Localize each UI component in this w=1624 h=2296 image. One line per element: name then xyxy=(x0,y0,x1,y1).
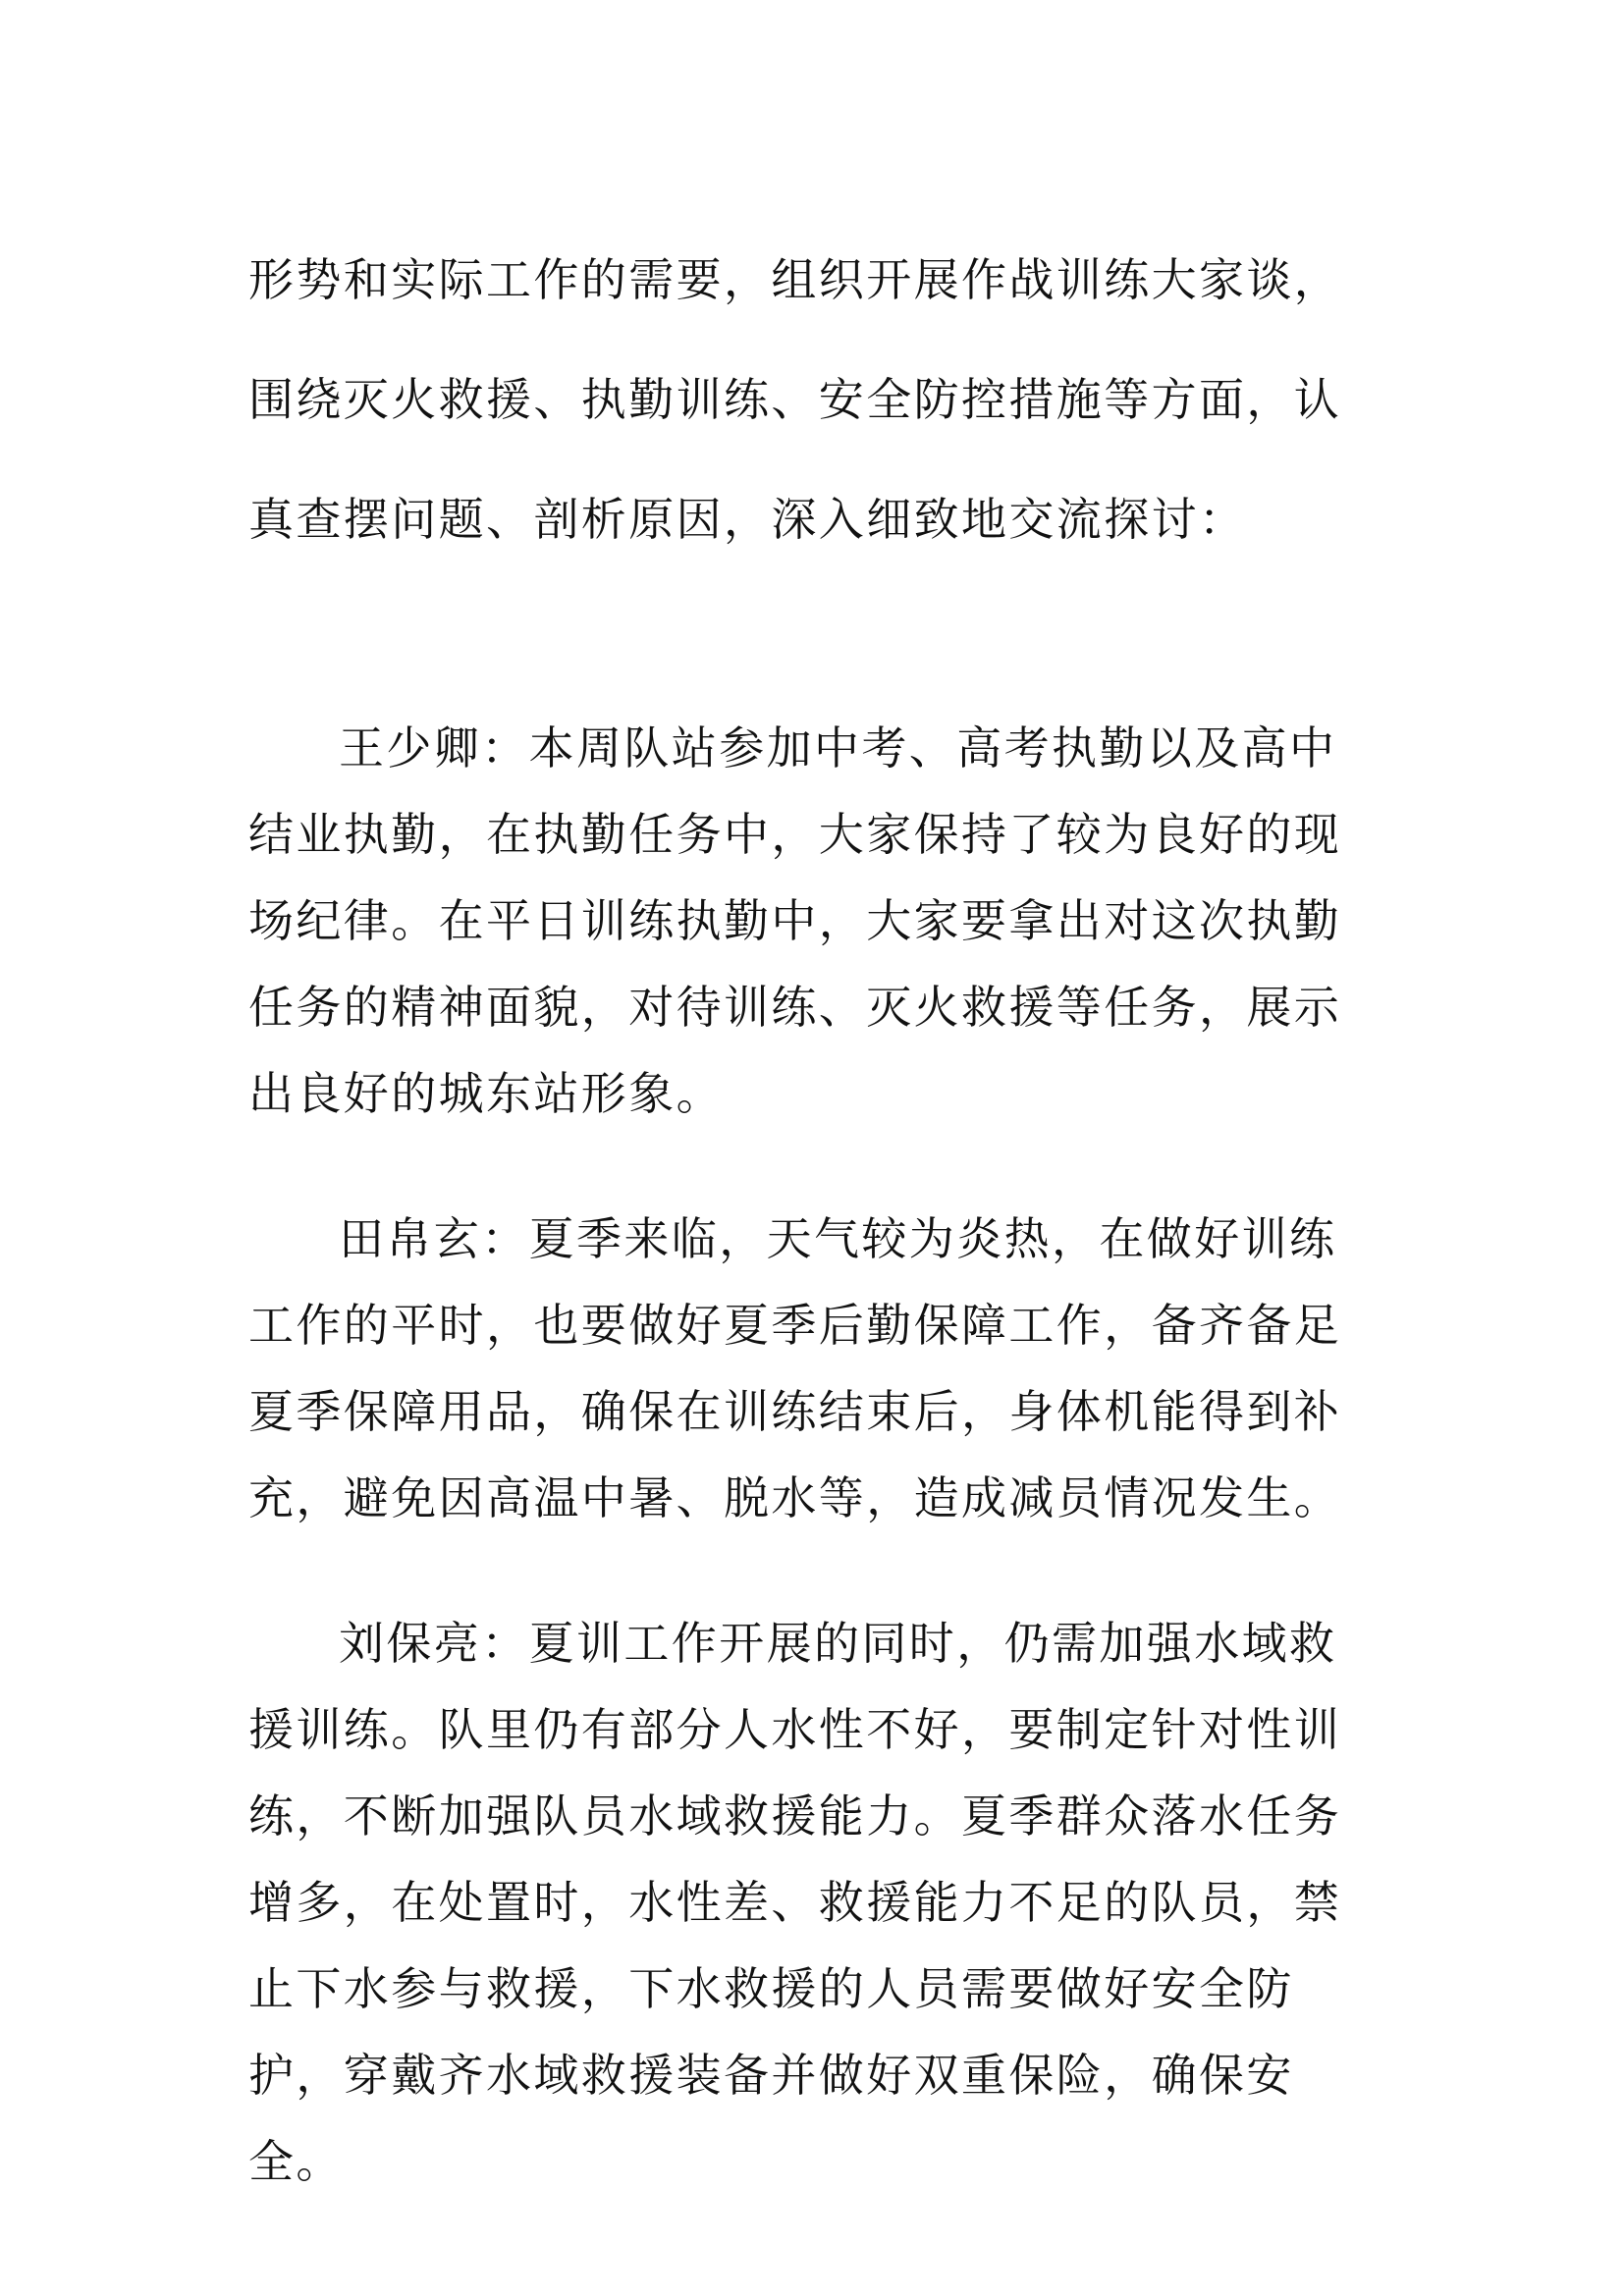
intro-paragraph: 形势和实际工作的需要，组织开展作战训练大家谈，围绕灭火救援、执勤训练、安全防控措施等方面，认真查摆问题、剖析原因，深入细致地交流探讨： xyxy=(248,253,1342,546)
speech-paragraph: 刘保亮：夏训工作开展的同时，仍需加强水域救援训练。队里仍有部分人水性不好，要制定针对性训练，不断加强队员水域救援能力。夏季群众落水任务增多，在处置时，水性差、救援能力不足的队员，禁止下水参与救援，下水救援的人员需要做好安全防护，穿戴齐水域救援装备并做好双重保险，确保安全。 xyxy=(248,1617,1342,2188)
speech-paragraph: 田帛玄：夏季来临，天气较为炎热，在做好训练工作的平时，也要做好夏季后勤保障工作，备齐备足夏季保障用品，确保在训练结束后，身体机能得到补充，避免因高温中暑、脱水等，造成减员情况发生。 xyxy=(248,1212,1342,1524)
speech-paragraph: 王少卿：本周队站参加中考、高考执勤以及高中结业执勤，在执勤任务中，大家保持了较为良好的现场纪律。在平日训练执勤中，大家要拿出对这次执勤任务的精神面貌，对待训练、灭火救援等任务，展示出良好的城东站形象。 xyxy=(248,721,1342,1120)
speech-list xyxy=(248,705,1378,2264)
